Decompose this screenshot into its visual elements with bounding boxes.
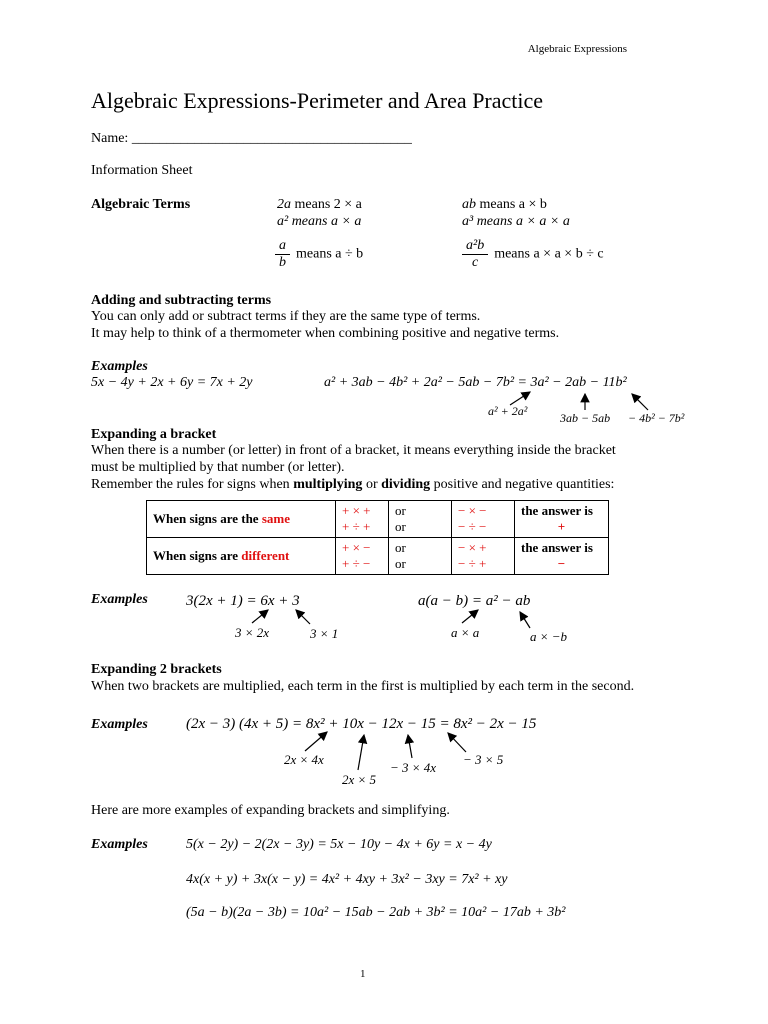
arrow — [632, 394, 648, 410]
arrow — [408, 735, 412, 758]
diff-or: or or — [389, 538, 452, 575]
arrow — [462, 610, 478, 623]
term-fraction-a2b-over-c: $\frac{\text{a²b}}{c}$ means a × a × b ÷ c — [462, 238, 604, 271]
examples-label-1: Examples — [91, 359, 148, 374]
page-number: 1 — [360, 968, 366, 980]
expanding-text-3: Remember the rules for signs when multiplying or dividing positive and negative quantities: — [91, 477, 615, 492]
note-ax-b: a × −b — [530, 629, 568, 644]
same-ops-left: + × + + ÷ + — [336, 501, 389, 538]
examples-label-4: Examples — [91, 837, 148, 852]
diff-ops-left: + × − + ÷ − — [336, 538, 389, 575]
running-header: Algebraic Expressions — [527, 43, 627, 55]
name-field-line: Name: ________________________________________ — [91, 131, 412, 146]
same-ops-right: − × − − ÷ − — [452, 501, 515, 538]
arrow — [510, 392, 530, 405]
example-expand-1: 5(x − 2y) − 2(2x − 3y) = 5x − 10y − 4x + 6y = x − 4y — [186, 837, 492, 852]
info-sheet-label: Information Sheet — [91, 163, 193, 178]
algebraic-terms-heading: Algebraic Terms — [91, 197, 191, 212]
examples-label-2: Examples — [91, 592, 148, 607]
note-2x4x: 2x × 4x — [284, 752, 324, 767]
example-linear: 5x − 4y + 2x + 6y = 7x + 2y — [91, 375, 253, 390]
arrow — [305, 732, 327, 751]
arrow — [520, 612, 530, 628]
adding-text-1: You can only add or subtract terms if they are the same type of terms. — [91, 309, 481, 324]
expanding-text-2: must be multiplied by that number (or letter). — [91, 460, 345, 475]
example-expand-2: 4x(x + y) + 3x(x − y) = 4x² + 4xy + 3x² − 3xy = 7x² + xy — [186, 872, 508, 887]
note-3x4x: − 3 × 4x — [390, 760, 437, 775]
examples-label-3: Examples — [91, 717, 148, 732]
same-answer: the answer is + — [515, 501, 609, 538]
example-a-bracket: a(a − b) = a² − ab — [418, 593, 531, 609]
same-or: or or — [389, 501, 452, 538]
diff-ops-right: − × + − ÷ + — [452, 538, 515, 575]
note-3x2x: 3 × 2x — [235, 625, 270, 640]
same-signs-label: When signs are the same — [147, 501, 336, 538]
example-two-brackets: (2x − 3) (4x + 5) = 8x² + 10x − 12x − 15 = 8x² − 2x − 15 — [186, 716, 537, 732]
example-expand-3: (5a − b)(2a − 3b) = 10a² − 15ab − 2ab + 3b² = 10a² − 17ab + 3b² — [186, 905, 566, 920]
term-a-squared: a² means a × a — [277, 214, 362, 229]
term-2a: 2a means 2 × a — [277, 197, 362, 212]
page-title: Algebraic Expressions-Perimeter and Area Practice — [91, 88, 544, 113]
two-brackets-text: When two brackets are multiplied, each term in the first is multiplied by each term in the second. — [91, 679, 635, 694]
different-signs-label: When signs are different — [147, 538, 336, 575]
note-b-squared: − 4b² − 7b² — [628, 411, 685, 425]
note-axa: a × a — [451, 625, 480, 640]
example-quadratic: a² + 3ab − 4b² + 2a² − 5ab − 7b² = 3a² − 2ab − 11b² — [324, 375, 627, 390]
more-examples-text: Here are more examples of expanding brackets and simplifying. — [91, 803, 450, 818]
term-fraction-a-over-b: $\frac{a}{b}$ means a ÷ b — [275, 238, 363, 271]
expanding-text-1: When there is a number (or letter) in front of a bracket, it means everything inside the bracket — [91, 443, 616, 458]
expanding-heading: Expanding a bracket — [91, 427, 217, 442]
arrow — [448, 733, 466, 752]
note-a-squared: a² + 2a² — [488, 404, 528, 418]
arrow — [252, 610, 268, 623]
adding-heading: Adding and subtracting terms — [91, 293, 272, 308]
note-ab: 3ab − 5ab — [560, 411, 611, 425]
note-3x1: 3 × 1 — [310, 626, 339, 641]
term-ab: ab means a × b — [462, 197, 547, 212]
note-2x5: 2x × 5 — [342, 772, 377, 787]
diff-answer: the answer is − — [515, 538, 609, 575]
arrow — [358, 735, 364, 770]
term-a-cubed: a³ means a × a × a — [462, 214, 570, 229]
adding-text-2: It may help to think of a thermometer when combining positive and negative terms. — [91, 326, 560, 341]
arrow — [296, 610, 310, 624]
note-3x5: − 3 × 5 — [463, 752, 504, 767]
example-3-bracket: 3(2x + 1) = 6x + 3 — [186, 593, 300, 609]
two-brackets-heading: Expanding 2 brackets — [91, 662, 222, 677]
